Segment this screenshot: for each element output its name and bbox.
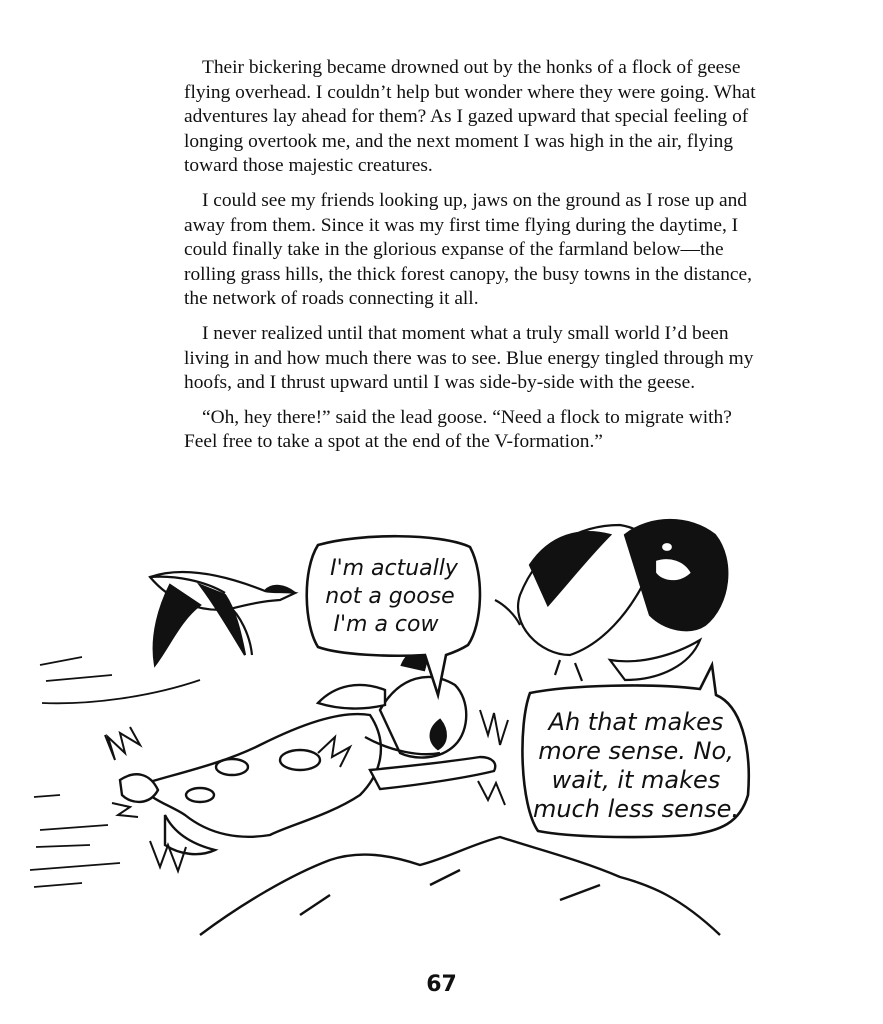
flying-goose-drawing <box>150 572 295 665</box>
cow-bubble-line-1: I'm actually <box>330 556 458 581</box>
goose-bubble-line-2: more sense. No, <box>538 737 734 765</box>
goose-bubble-line-4: much less sense. <box>532 795 740 823</box>
mountain-drawing <box>200 837 720 935</box>
paragraph-2: I could see my friends looking up, jaws on the ground as I rose up and away from them. Since it was my first time flying during the daytime, I could finally take in the glorious expanse of the farmland below—the rolling grass hills, the thick forest canopy, the busy towns in the distance, the network of roads connecting it all. <box>184 189 752 310</box>
paragraph-1: Their bickering became drowned out by the honks of a flock of geese flying overhead. I couldn’t help but wonder where they were going. What adventures lay ahead for them? As I gazed upward that special feeling of longing overtook me, and the next moment I was high in the air, flying toward those majestic creatures. <box>184 57 756 177</box>
paragraph-4: “Oh, hey there!” said the lead goose. “Need a flock to migrate with? Feel free to take a spot at the end of the V-formation.” <box>184 406 732 453</box>
speed-lines <box>30 657 200 887</box>
goose-speech-bubble <box>522 665 748 837</box>
body-text <box>184 56 762 465</box>
page-number: 67 <box>426 972 457 997</box>
goose-bubble-line-3: wait, it makes <box>551 766 721 794</box>
cow-bubble-line-3: I'm a cow <box>333 612 439 637</box>
goose-bubble-line-1: Ah that makes <box>548 708 724 736</box>
cow-speech-bubble <box>307 536 480 695</box>
cow-bubble-line-2: not a goose <box>325 584 455 609</box>
paragraph-3: I never realized until that moment what a truly small world I’d been living in and how much there was to see. Blue energy tingled through my hoofs, and I thrust upward until I was side-by-side with the geese. <box>184 322 754 394</box>
comic-illustration <box>0 505 883 955</box>
talking-goose-drawing <box>495 520 727 681</box>
